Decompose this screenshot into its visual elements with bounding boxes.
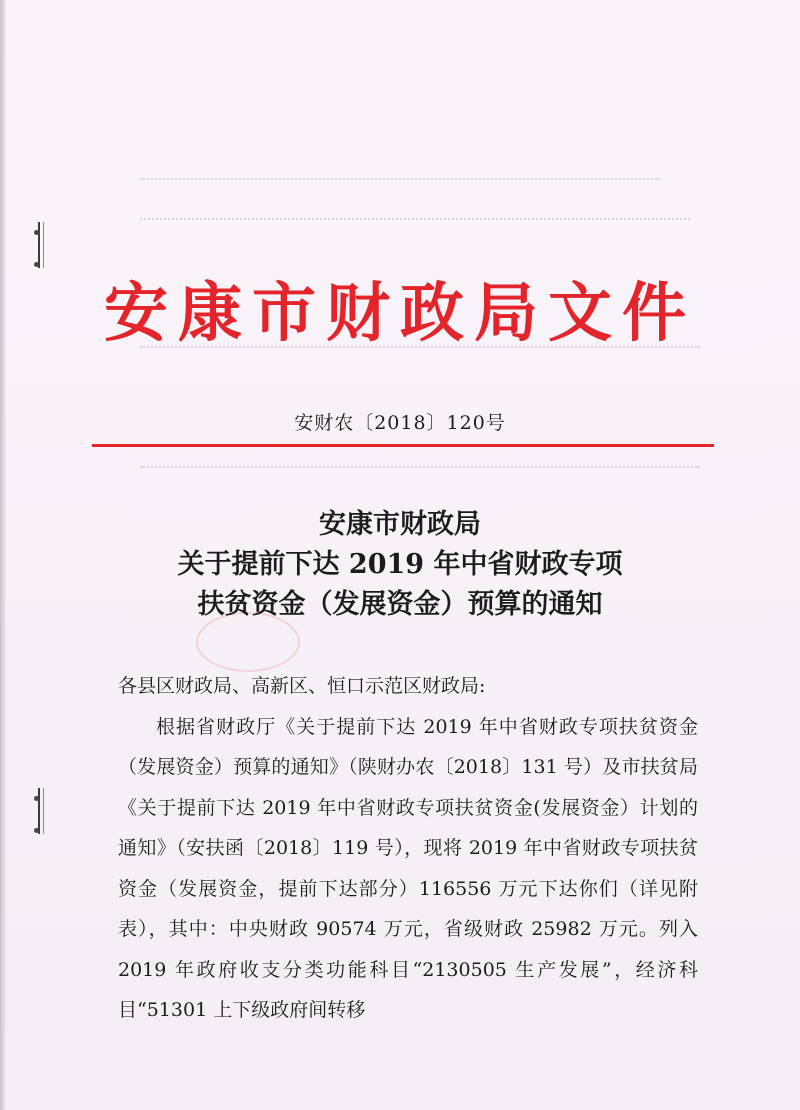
notice-title: [0, 505, 800, 625]
staple-bottom: [38, 788, 44, 834]
bleed-through-line: [140, 178, 660, 194]
notice-title-line: 关于提前下达 2019 年中省财政专项: [177, 549, 623, 580]
notice-title-line: 扶贫资金（发展资金）预算的通知: [197, 589, 603, 620]
document-number: 安财农〔2018〕120号: [294, 412, 506, 434]
salutation: 各县区财政局、高新区、恒口示范区财政局:: [118, 675, 486, 697]
body-paragraph: 根据省财政厅《关于提前下达 2019 年中省财政专项扶贫资金（发展资金）预算的通知》（陕财办农〔2018〕131 号）及市扶贫局《关于提前下达 2019 年中省财政专项扶贫资金(发展资金）计划的通知》（安扶函〔2018〕119 号），现将 2019 年中省财政专项扶贫资金（发展资金，提前下达部分）116556 万元下达你们（详见附表），其中：中央财政 90574 万元，省级财政 25982 万元。列入 2019 年政府收支分类功能科目“2130505 生产发展”，经济科目“51301 上下级政府间转移: [118, 715, 698, 1021]
notice-title-line: 安康市财政局: [319, 509, 481, 540]
binding-hole: [34, 796, 39, 801]
binding-hole: [34, 230, 39, 235]
red-divider-line: [92, 444, 714, 447]
binding-hole: [34, 828, 39, 833]
notice-body: [118, 666, 698, 1031]
bleed-through-line: [140, 466, 700, 482]
bleed-through-line: [140, 218, 690, 234]
agency-header-title: 安康市财政局文件: [104, 276, 696, 351]
